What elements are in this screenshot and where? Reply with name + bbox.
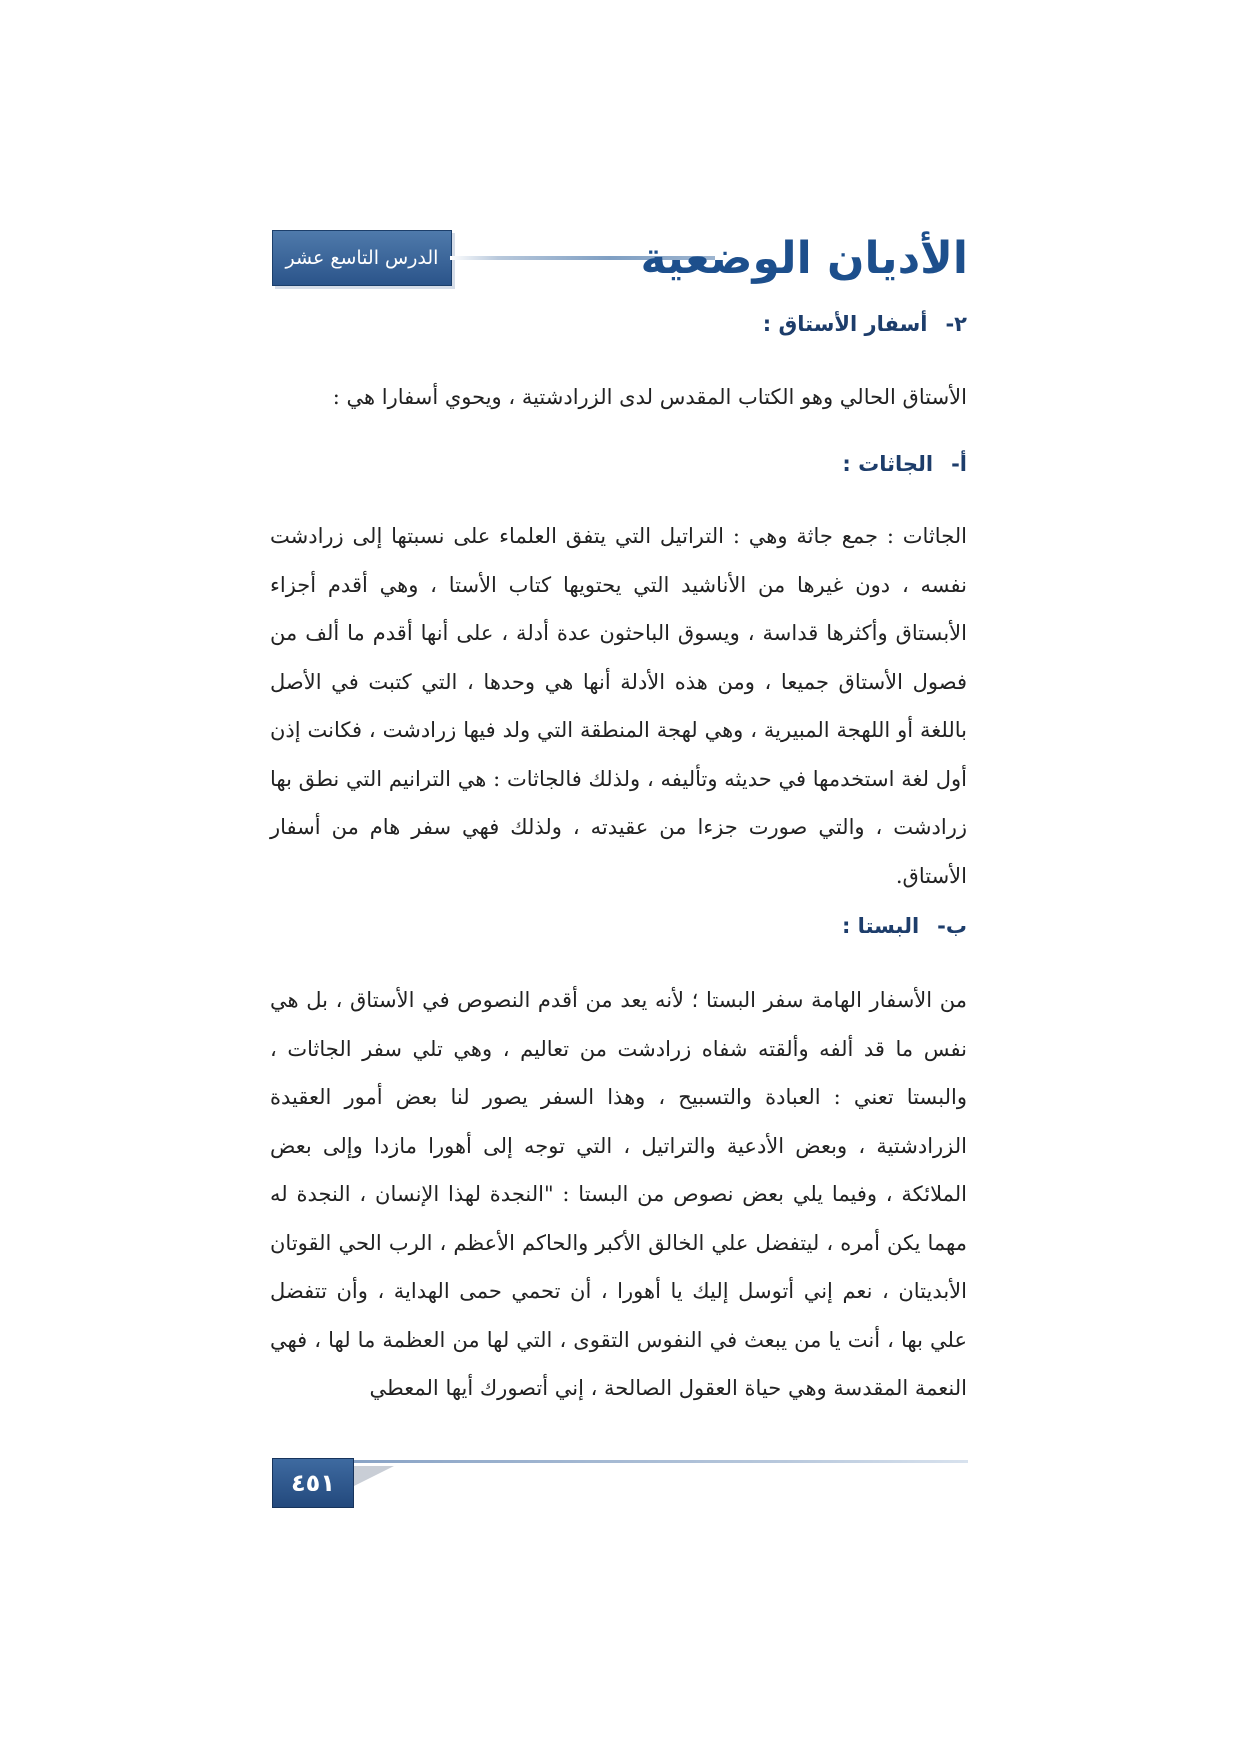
lesson-badge: الدرس التاسع عشر (272, 230, 452, 286)
section-heading-gathas (270, 452, 967, 482)
section-title: أسفار الأستاق : (762, 312, 928, 336)
intro-paragraph: الأستاق الحالي وهو الكتاب المقدس لدى الزرادشتية ، ويحوي أسفارا هي : (332, 385, 967, 409)
page-badge-shadow (354, 1466, 394, 1486)
section-title: البستا : (841, 914, 920, 938)
page-number: ٤٥١ (272, 1458, 354, 1508)
book-title: الأديان الوضعية (640, 233, 968, 284)
basta-paragraph: من الأسفار الهامة سفر البستا ؛ لأنه يعد من أقدم النصوص في الأستاق ، بل هي نفس ما قد ألفه وألقته شفاه زرادشت من تعاليم ، وهي تلي سفر الجاثات ، والبستا تعني : العبادة والتسبيح ، وهذا السفر يصور لنا بعض أمور العقيدة الزرادشتية ، وبعض الأدعية والتراتيل ، التي توجه إلى أهورا مازدا وإلى بعض الملائكة ، وفيما يلي بعض نصوص من البستا : "النجدة لهذا الإنسان ، النجدة له مهما يكن أمره ، ليتفضل علي الخالق الأكبر والحاكم الأعظم ، الرب الحي القوتان الأبديتان ، نعم إني أتوسل إليك يا أهورا ، أن تحمي حمى الهداية ، وأن تتفضل علي بها ، أنت يا من يبعث في النفوس التقوى ، التي لها من العظمة ما لها ، فهي النعمة المقدسة وهي حياة العقول الصالحة ، إني أتصورك أيها المعطي (270, 988, 967, 1400)
section-number: ٢- (945, 312, 967, 336)
section-title: الجاثات : (842, 452, 934, 476)
page-content (270, 312, 967, 1413)
section-number: ب- (937, 914, 967, 938)
page-header (272, 228, 968, 290)
section-heading-basta (270, 914, 967, 944)
gathas-paragraph: الجاثات : جمع جاثة وهي : التراتيل التي يتفق العلماء على نسبتها إلى زرادشت نفسه ، دون غيرها من الأناشيد التي يحتويها كتاب الأستا ، وهي أقدم أجزاء الأبستاق وأكثرها قداسة ، ويسوق الباحثون عدة أدلة ، على أنها أقدم ما ألف من فصول الأستاق جميعا ، ومن هذه الأدلة أنها هي وحدها ، التي كتبت في الأصل باللغة أو اللهجة المبيرية ، وهي لهجة المنطقة التي ولد فيها زرادشت ، فكانت إذن أول لغة استخدمها في حديثه وتأليفه ، ولذلك فالجاثات : هي الترانيم التي نطق بها زرادشت ، والتي صورت جزءا من عقيدته ، ولذلك فهي سفر هام من أسفار الأستاق. (270, 524, 967, 888)
section-heading-asfar (270, 312, 967, 342)
footer-rule (354, 1460, 968, 1463)
section-number: أ- (951, 452, 967, 476)
page-footer (272, 1458, 968, 1508)
